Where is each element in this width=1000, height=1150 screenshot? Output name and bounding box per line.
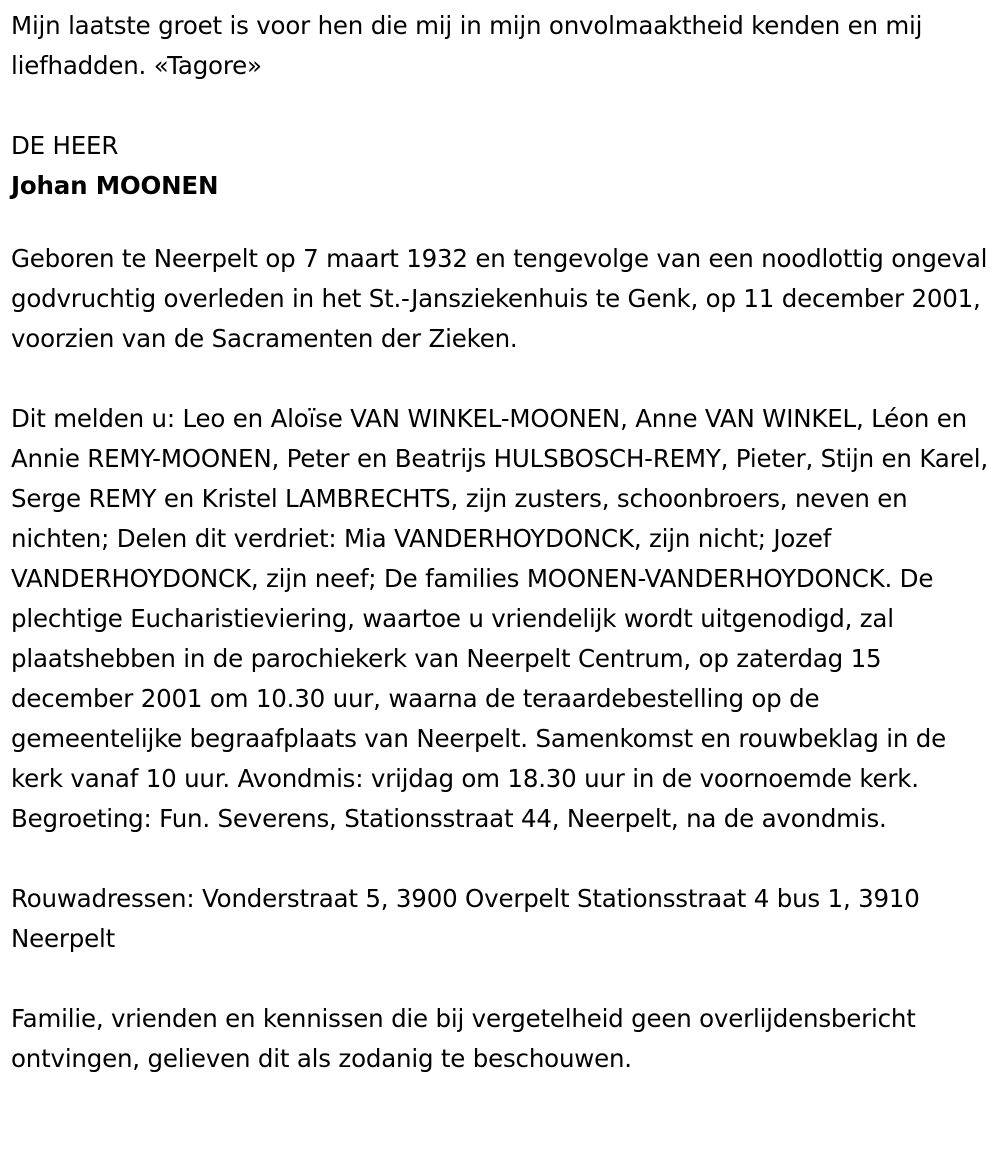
opening-quote: Mijn laatste groet is voor hen die mij in mijn onvolmaaktheid kenden en mij liefhadden. «Tagore» xyxy=(11,11,923,80)
spacer xyxy=(11,359,995,399)
spacer xyxy=(11,206,995,239)
closing-paragraph: Familie, vrienden en kennissen die bij vergetelheid geen overlijdensbericht ontvingen, gelieven dit als zodanig te beschouwen. xyxy=(11,1004,916,1073)
announcement-paragraph: Dit melden u: Leo en Aloïse VAN WINKEL-MOONEN, Anne VAN WINKEL, Léon en Annie REMY-MOONEN, Peter en Beatrijs HULSBOSCH-REMY, Pieter, Stijn en Karel, Serge REMY en Kristel LAMBRECHTS, zijn zusters, schoonbroers, neven en nichten; Delen dit verdriet: Mia VANDERHOYDONCK, zijn nicht; Jozef VANDERHOYDONCK, zijn neef; De families MOONEN-VANDERHOYDONCK. De plechtige Eucharistieviering, waartoe u vriendelijk wordt uitgenodigd, zal plaatshebben in de parochiekerk van Neerpelt Centrum, op zaterdag 15 december 2001 om 10.30 uur, waarna de teraardebestelling op de gemeentelijke begraafplaats van Neerpelt. Samenkomst en rouwbeklag in de kerk vanaf 10 uur. Avondmis: vrijdag om 18.30 uur in de voornoemde kerk. Begroeting: Fun. Severens, Stationsstraat 44, Neerpelt, na de avondmis. xyxy=(11,404,988,833)
spacer xyxy=(11,86,995,126)
condolence-addresses: Rouwadressen: Vonderstraat 5, 3900 Overpelt Stationsstraat 4 bus 1, 3910 Neerpelt xyxy=(11,884,920,953)
obituary-notice xyxy=(11,6,995,1079)
birth-death-paragraph: Geboren te Neerpelt op 7 maart 1932 en tengevolge van een noodlottig ongeval godvruchtig overleden in het St.-Jansziekenhuis te Genk, op 11 december 2001, voorzien van de Sacramenten der Zieken. xyxy=(11,244,988,353)
honorific-title: DE HEER xyxy=(11,131,119,160)
deceased-name: Johan MOONEN xyxy=(11,171,219,200)
spacer xyxy=(11,959,995,999)
spacer xyxy=(11,839,995,879)
